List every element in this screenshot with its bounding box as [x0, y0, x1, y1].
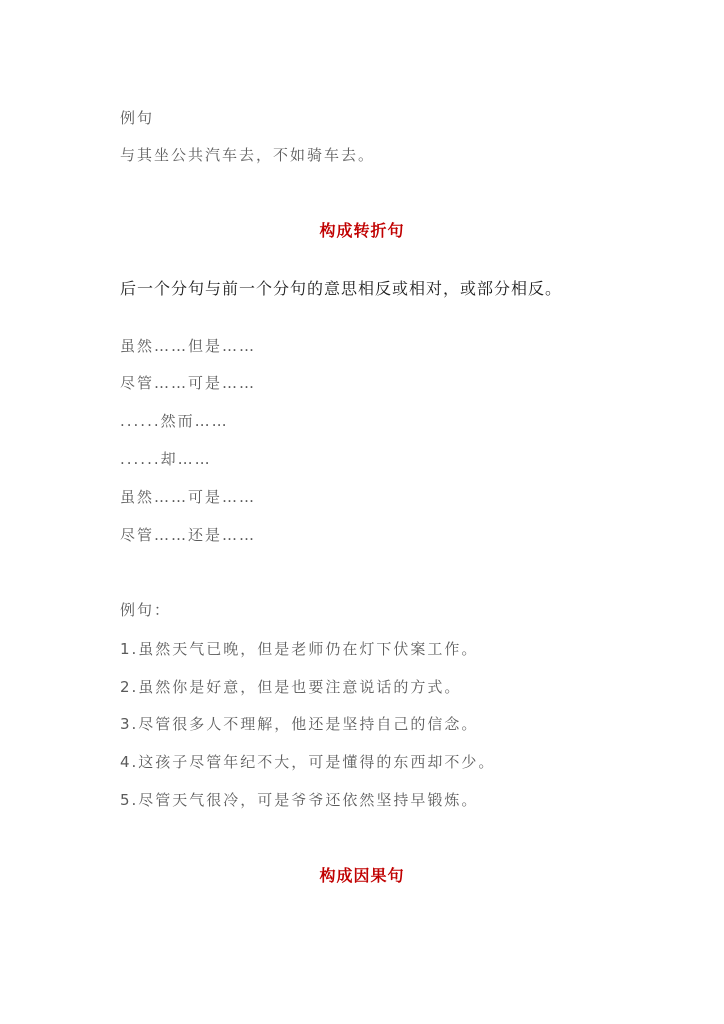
pattern-item: 尽管……还是……: [120, 526, 257, 544]
pattern-item: 虽然……可是……: [120, 488, 257, 506]
pattern-item: ......却……: [120, 450, 212, 468]
section-heading-cause-effect: 构成因果句: [319, 866, 405, 885]
pattern-item: ......然而……: [120, 412, 229, 430]
section-heading-contrast: 构成转折句: [319, 221, 405, 240]
example-label: 例句: [120, 109, 155, 127]
section-description: 后一个分句与前一个分句的意思相反或相对，或部分相反。: [120, 279, 563, 298]
pattern-item: 虽然……但是……: [120, 337, 257, 355]
example-item: 4.这孩子尽管年纪不大，可是懂得的东西却不少。: [120, 753, 496, 771]
example-item: 2.虽然你是好意，但是也要注意说话的方式。: [120, 678, 462, 696]
example-item: 5.尽管天气很冷，可是爷爷还依然坚持早锻炼。: [120, 791, 479, 809]
example-sentence: 与其坐公共汽车去，不如骑车去。: [120, 146, 376, 164]
example-item: 3.尽管很多人不理解，他还是坚持自己的信念。: [120, 715, 479, 733]
examples-label: 例句：: [120, 601, 172, 619]
example-item: 1.虽然天气已晚，但是老师仍在灯下伏案工作。: [120, 640, 479, 658]
pattern-item: 尽管……可是……: [120, 374, 257, 392]
